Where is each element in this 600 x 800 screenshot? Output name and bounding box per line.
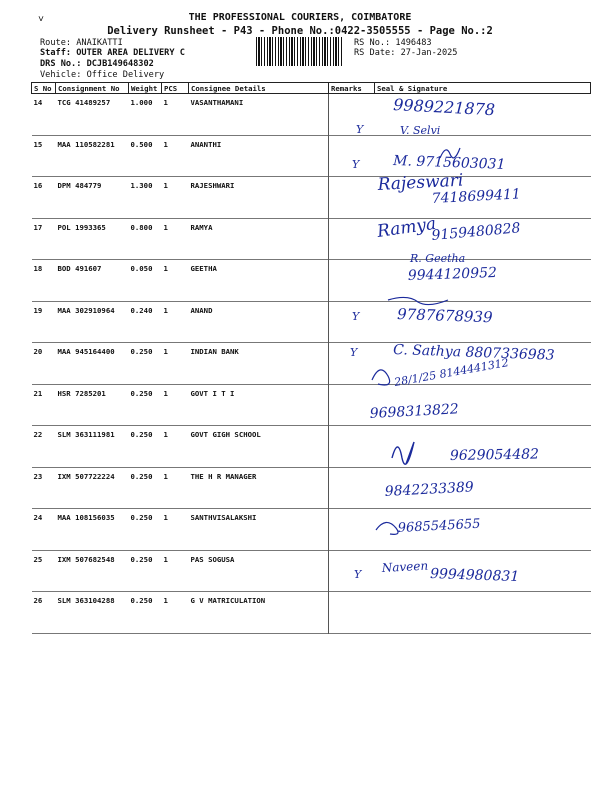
cell-sno: 16 [33,181,43,190]
remark-tick: Y [354,568,362,581]
column-header-consignee: Consignee Details [189,83,329,94]
handwriting-text: 9629054482 [449,446,540,464]
vehicle-label: Vehicle: Office Delivery [40,70,165,80]
signature-scribble [388,297,448,304]
cell-consignee: G V MATRICULATION [189,592,329,634]
cell-consignment: IXM 507682548 [57,554,115,564]
cell-pcs: 1 [163,513,168,522]
handwriting-text: 9944120952 [407,264,498,284]
remark-tick: Y [352,158,360,171]
handwriting-text: 9994980831 [429,566,520,586]
handwriting-text: 9159480828 [430,220,522,244]
cell-pcs: 1 [163,554,168,564]
column-header-consignment: Consignment No [56,83,129,94]
cell-consignment: MAA 945164400 [57,347,115,356]
rs-date: RS Date: 27-Jan-2025 [354,48,458,58]
remark-tick: Y [352,310,360,323]
column-header-weight: Weight [129,83,162,94]
cell-pcs: 1 [163,388,168,398]
cell-weight: 0.500 [130,139,153,149]
route-label: Route: ANAIKATTI [40,38,123,48]
cell-weight: 0.800 [130,222,153,232]
cell-consignment: DPM 484779 [57,181,102,190]
cell-weight: 0.250 [130,596,153,605]
cell-sno: 22 [33,430,43,439]
cell-consignment: TCG 41489257 [57,98,111,107]
cell-sno: 23 [33,471,43,481]
cell-consignment: MAA 302910964 [57,305,115,315]
cell-sno: 15 [33,139,43,149]
cell-weight: 0.050 [130,264,153,273]
cell-consignee: RAMYA [189,218,329,260]
cell-sno: 26 [33,596,43,605]
cell-consignee: GOVT I T I [189,384,329,426]
cell-consignee: ANANTHI [189,135,329,177]
cell-pcs: 1 [163,181,168,190]
cell-weight: 0.250 [130,554,153,564]
cell-pcs: 1 [163,471,168,481]
cell-consignment: SLM 363104288 [57,596,115,605]
cell-sno: 25 [33,554,43,564]
handwriting-text: C. Sathya 8807336983 [392,342,555,364]
cell-consignee: VASANTHAMANI [189,94,329,136]
company-title: THE PROFESSIONAL COURIERS, COIMBATORE [188,12,412,23]
cell-consignee: GOVT GIGH SCHOOL [189,426,329,468]
cell-weight: 0.250 [130,430,153,439]
cell-consignee: SANTHVISALAKSHI [189,509,329,551]
cell-sno: 18 [33,264,43,273]
handwriting-text: 9989221878 [392,95,496,120]
cell-weight: 0.240 [130,305,153,315]
cell-sno: 14 [33,98,43,107]
corner-tick-mark: ˅ [38,14,45,25]
handwriting-text: M. 9715603031 [392,153,506,173]
handwriting-text: 9698313822 [369,401,460,422]
cell-pcs: 1 [163,222,168,232]
signature-scribble [392,442,414,464]
cell-consignee: PAS SOGUSA [189,550,329,592]
drs-number: DRS No.: DCJB149648302 [40,59,154,69]
cell-weight: 0.250 [130,471,153,481]
cell-pcs: 1 [163,264,168,273]
cell-consignment: HSR 7285201 [57,388,106,398]
cell-consignee: THE H R MANAGER [189,467,329,509]
handwriting-text: 9787678939 [396,305,493,327]
cell-sno: 24 [33,513,43,522]
cell-pcs: 1 [163,98,168,107]
cell-sno: 19 [33,305,43,315]
cell-weight: 1.000 [130,98,153,107]
remark-tick: Y [350,346,358,359]
cell-pcs: 1 [163,430,168,439]
cell-consignment: SLM 363111981 [57,430,115,439]
cell-sno: 21 [33,388,43,398]
handwriting-text: R. Geetha [410,252,466,265]
cell-weight: 0.250 [130,513,153,522]
cell-pcs: 1 [163,305,168,315]
column-header-remarks: Remarks [329,83,375,94]
handwriting-text: Ramya [375,213,438,242]
signature-scribble [372,370,390,385]
handwriting-text: V. Selvi [400,124,441,137]
cell-consignee: GEETHA [189,260,329,302]
cell-weight: 1.300 [130,181,153,190]
handwriting-text: 7418699411 [431,186,522,207]
cell-pcs: 1 [163,596,168,605]
cell-pcs: 1 [163,139,168,149]
cell-pcs: 1 [163,347,168,356]
column-header-signature: Seal & Signature [375,83,591,94]
handwriting-text: 9685545655 [397,516,481,536]
signature-scribble [376,522,398,534]
rs-number: RS No.: 1496483 [354,38,432,48]
cell-consignment: POL 1993365 [57,222,106,232]
cell-weight: 0.250 [130,347,153,356]
runsheet-subtitle: Delivery Runsheet - P43 - Phone No.:0422-3505555 - Page No.:2 [107,25,493,37]
handwriting-text: 28/1/25 8144441312 [393,356,510,389]
column-header-pcs: PCS [162,83,189,94]
cell-consignee: INDIAN BANK [189,343,329,385]
cell-consignment: IXM 507722224 [57,471,115,481]
cell-sno: 17 [33,222,43,232]
cell-consignment: MAA 110582281 [57,139,115,149]
cell-consignment: BOD 491607 [57,264,102,273]
cell-consignee: RAJESHWARI [189,177,329,219]
column-header-sno: S No [32,83,56,94]
remark-tick: Y [356,123,364,136]
cell-weight: 0.250 [130,388,153,398]
cell-consignment: MAA 108156035 [57,513,115,522]
handwriting-text: 9842233389 [384,479,475,500]
handwriting-text: Naveen [381,558,429,575]
handwriting-text: Rajeswari [377,170,464,195]
cell-consignee: ANAND [189,301,329,343]
staff-label: Staff: OUTER AREA DELIVERY C [40,48,185,58]
cell-sno: 20 [33,347,43,356]
